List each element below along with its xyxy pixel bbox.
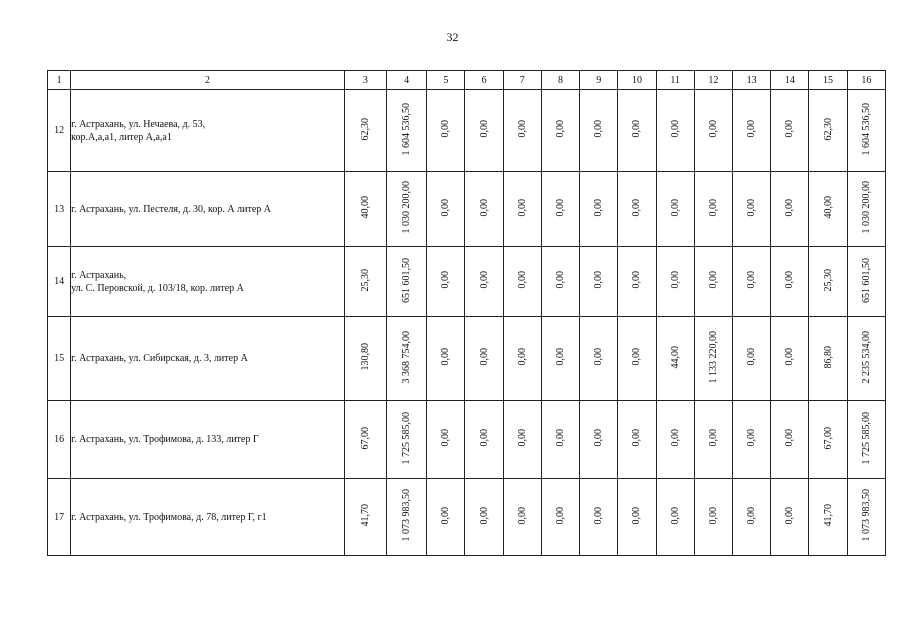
value-cell xyxy=(465,247,503,317)
cell-value: 25,30 xyxy=(822,268,834,292)
cell-value: 0,00 xyxy=(746,429,758,447)
value-cell xyxy=(732,401,770,479)
cell-value: 0,00 xyxy=(707,120,719,138)
value-cell xyxy=(694,479,732,556)
table-row xyxy=(48,401,886,479)
value-cell xyxy=(503,479,541,556)
value-cell xyxy=(503,401,541,479)
cell-value: 0,00 xyxy=(784,429,796,447)
row-number: 14 xyxy=(48,247,71,317)
cell-value: 0,00 xyxy=(440,198,452,217)
value-cell xyxy=(618,401,656,479)
value-cell xyxy=(771,90,809,172)
cell-value: 0,00 xyxy=(784,271,796,289)
value-cell xyxy=(344,90,386,172)
address-line: г. Астрахань, ул. Сибирская, д. 3, литер А xyxy=(71,353,248,364)
value-cell xyxy=(541,401,579,479)
column-header: 14 xyxy=(771,71,809,90)
address-line: г. Астрахань, xyxy=(71,269,127,281)
cell-value: 0,00 xyxy=(669,271,681,289)
value-cell xyxy=(732,90,770,172)
value-cell xyxy=(809,90,847,172)
value-cell xyxy=(503,247,541,317)
cell-value: 0,00 xyxy=(669,120,681,138)
cell-value: 67,00 xyxy=(359,426,371,450)
value-cell xyxy=(656,172,694,247)
column-header: 8 xyxy=(541,71,579,90)
value-cell xyxy=(465,401,503,479)
cell-value: 1 030 200,00 xyxy=(401,181,413,234)
cell-value: 0,00 xyxy=(516,506,528,525)
column-header: 1 xyxy=(48,71,71,90)
value-cell xyxy=(387,401,427,479)
address-line: г. Астрахань, ул. Трофимова, д. 78, литер Г, г1 xyxy=(71,511,267,523)
value-cell xyxy=(618,172,656,247)
cell-value: 0,00 xyxy=(669,429,681,447)
table-row xyxy=(48,90,886,172)
cell-value: 0,00 xyxy=(707,506,719,525)
cell-value: 0,00 xyxy=(593,348,605,366)
cell-value: 0,00 xyxy=(593,271,605,289)
page-number: 32 xyxy=(446,30,459,44)
value-cell xyxy=(387,317,427,401)
cell-value: 0,00 xyxy=(631,198,643,217)
cell-value: 1 725 585,00 xyxy=(401,411,413,465)
column-header: 16 xyxy=(847,71,885,90)
cell-value: 0,00 xyxy=(593,120,605,138)
cell-value: 0,00 xyxy=(593,506,605,525)
address-cell xyxy=(71,172,345,247)
value-cell xyxy=(344,172,386,247)
cell-value: 651 601,50 xyxy=(401,257,413,303)
cell-value: 0,00 xyxy=(593,198,605,217)
column-header: 5 xyxy=(427,71,465,90)
value-cell xyxy=(344,479,386,556)
cell-value: 41,70 xyxy=(822,504,834,527)
cell-value: 0,00 xyxy=(555,506,566,525)
cell-value: 0,00 xyxy=(478,198,490,217)
address-cell xyxy=(71,479,345,556)
value-cell xyxy=(847,317,885,401)
cell-value: 1 604 536,50 xyxy=(401,102,413,156)
cell-value: 0,00 xyxy=(746,348,758,366)
value-cell xyxy=(541,172,579,247)
address-line: г. Астрахань, ул. Нечаева, д. 53, xyxy=(71,118,206,130)
column-header: 13 xyxy=(732,71,770,90)
cell-value: 62,30 xyxy=(359,117,371,141)
cell-value: 651 601,50 xyxy=(860,257,872,303)
value-cell xyxy=(387,90,427,172)
cell-value: 0,00 xyxy=(746,271,758,289)
address-cell xyxy=(71,401,345,479)
column-header: 7 xyxy=(503,71,541,90)
table-row xyxy=(48,247,886,317)
value-cell xyxy=(580,172,618,247)
cell-value: 41,70 xyxy=(359,504,371,527)
column-header: 10 xyxy=(618,71,656,90)
value-cell xyxy=(465,479,503,556)
column-header: 3 xyxy=(344,71,386,90)
table-row xyxy=(48,479,886,556)
cell-value: 1 030 200,00 xyxy=(860,181,872,234)
value-cell xyxy=(847,247,885,317)
value-cell xyxy=(427,317,465,401)
value-cell xyxy=(580,90,618,172)
value-cell xyxy=(344,317,386,401)
value-cell xyxy=(694,90,732,172)
cell-value: 0,00 xyxy=(593,429,605,447)
value-cell xyxy=(465,90,503,172)
cell-value: 0,00 xyxy=(784,506,796,525)
cell-value: 67,00 xyxy=(822,426,834,450)
cell-value: 130,80 xyxy=(359,343,371,371)
value-cell xyxy=(465,317,503,401)
cell-value: 0,00 xyxy=(746,198,758,217)
value-cell xyxy=(580,401,618,479)
cell-value: 40,00 xyxy=(359,196,371,219)
cell-value: 0,00 xyxy=(707,429,719,447)
cell-value: 0,00 xyxy=(631,120,643,138)
address-line: кор.А,а,а1, литер А,а,а1 xyxy=(71,131,172,143)
value-cell xyxy=(694,247,732,317)
value-cell xyxy=(580,479,618,556)
cell-value: 44,00 xyxy=(669,345,681,369)
cell-value: 0,00 xyxy=(746,506,758,525)
value-cell xyxy=(656,90,694,172)
value-cell xyxy=(732,172,770,247)
row-number: 15 xyxy=(48,317,71,401)
cell-value: 3 368 754,00 xyxy=(401,330,413,384)
cell-value: 0,00 xyxy=(669,506,681,525)
value-cell xyxy=(656,479,694,556)
value-cell xyxy=(656,247,694,317)
value-cell xyxy=(732,247,770,317)
value-cell xyxy=(809,247,847,317)
cell-value: 0,00 xyxy=(440,348,452,366)
cell-value: 0,00 xyxy=(478,506,490,525)
value-cell xyxy=(618,247,656,317)
column-header: 11 xyxy=(656,71,694,90)
cell-value: 40,00 xyxy=(822,196,834,219)
cell-value: 0,00 xyxy=(440,429,452,447)
value-cell xyxy=(847,479,885,556)
row-number: 17 xyxy=(48,479,71,556)
value-cell xyxy=(503,90,541,172)
address-line: г. Астрахань, ул. Пестеля, д. 30, кор. А литер А xyxy=(71,203,271,215)
address-cell xyxy=(71,247,345,317)
header-row xyxy=(48,71,886,90)
cell-value: 0,00 xyxy=(631,348,643,366)
value-cell xyxy=(732,479,770,556)
value-cell xyxy=(618,479,656,556)
column-header: 6 xyxy=(465,71,503,90)
value-cell xyxy=(809,317,847,401)
value-cell xyxy=(809,401,847,479)
cell-value: 0,00 xyxy=(707,198,719,217)
value-cell xyxy=(656,317,694,401)
value-cell xyxy=(387,247,427,317)
value-cell xyxy=(387,479,427,556)
row-number: 16 xyxy=(48,401,71,479)
address-cell xyxy=(71,317,345,401)
value-cell xyxy=(387,172,427,247)
value-cell xyxy=(771,479,809,556)
cell-value: 0,00 xyxy=(516,120,528,138)
cell-value: 0,00 xyxy=(746,120,758,138)
cell-value: 0,00 xyxy=(669,198,681,217)
column-header: 9 xyxy=(580,71,618,90)
cell-value: 0,00 xyxy=(784,348,796,366)
address-cell xyxy=(71,90,345,172)
cell-value: 0,00 xyxy=(707,271,719,289)
cell-value: 0,00 xyxy=(516,348,528,366)
value-cell xyxy=(809,172,847,247)
cell-value: 0,00 xyxy=(440,271,452,289)
value-cell xyxy=(344,401,386,479)
row-number: 13 xyxy=(48,172,71,247)
cell-value: 0,00 xyxy=(478,120,490,138)
value-cell xyxy=(541,247,579,317)
address-line: г. Астрахань, ул. Трофимова, д. 133, литер Г xyxy=(71,434,259,445)
value-cell xyxy=(541,479,579,556)
value-cell xyxy=(427,401,465,479)
cell-value: 2 235 534,00 xyxy=(860,330,872,384)
cell-value: 62,30 xyxy=(822,117,834,141)
value-cell xyxy=(465,172,503,247)
cell-value: 0,00 xyxy=(516,198,528,217)
cell-value: 1 073 983,50 xyxy=(860,489,872,542)
value-cell xyxy=(618,90,656,172)
cell-value: 0,00 xyxy=(555,348,566,366)
value-cell xyxy=(541,90,579,172)
value-cell xyxy=(847,172,885,247)
value-cell xyxy=(427,172,465,247)
value-cell xyxy=(541,317,579,401)
cell-value: 1 725 585,00 xyxy=(860,411,872,465)
value-cell xyxy=(694,172,732,247)
value-cell xyxy=(771,247,809,317)
cell-value: 0,00 xyxy=(784,198,796,217)
cell-value: 0,00 xyxy=(555,429,566,447)
value-cell xyxy=(771,401,809,479)
value-cell xyxy=(427,90,465,172)
cell-value: 0,00 xyxy=(631,506,643,525)
cell-value: 0,00 xyxy=(478,271,490,289)
cell-value: 0,00 xyxy=(478,429,490,447)
table-row xyxy=(48,172,886,247)
value-cell xyxy=(656,401,694,479)
value-cell xyxy=(344,247,386,317)
address-line: ул. С. Перовской, д. 103/18, кор. литер А xyxy=(71,282,244,294)
property-table xyxy=(47,70,886,556)
cell-value: 0,00 xyxy=(516,429,528,447)
value-cell xyxy=(732,317,770,401)
value-cell xyxy=(847,401,885,479)
cell-value: 0,00 xyxy=(516,271,528,289)
value-cell xyxy=(427,247,465,317)
column-header: 4 xyxy=(387,71,427,90)
table-row xyxy=(48,317,886,401)
cell-value: 1 133 220,00 xyxy=(707,330,719,384)
value-cell xyxy=(809,479,847,556)
value-cell xyxy=(503,172,541,247)
value-cell xyxy=(771,172,809,247)
cell-value: 0,00 xyxy=(478,348,490,366)
cell-value: 0,00 xyxy=(631,429,643,447)
cell-value: 1 604 536,50 xyxy=(860,102,872,156)
value-cell xyxy=(771,317,809,401)
value-cell xyxy=(694,317,732,401)
value-cell xyxy=(618,317,656,401)
value-cell xyxy=(580,317,618,401)
value-cell xyxy=(427,479,465,556)
cell-value: 86,80 xyxy=(822,345,834,369)
column-header: 2 xyxy=(71,71,345,90)
column-header: 12 xyxy=(694,71,732,90)
cell-value: 25,30 xyxy=(359,268,371,292)
cell-value: 1 073 983,50 xyxy=(401,489,413,542)
column-header: 15 xyxy=(809,71,847,90)
cell-value: 0,00 xyxy=(440,506,452,525)
cell-value: 0,00 xyxy=(555,271,566,289)
value-cell xyxy=(580,247,618,317)
cell-value: 0,00 xyxy=(440,120,452,138)
value-cell xyxy=(503,317,541,401)
cell-value: 0,00 xyxy=(555,120,566,138)
value-cell xyxy=(847,90,885,172)
cell-value: 0,00 xyxy=(555,198,566,217)
cell-value: 0,00 xyxy=(784,120,796,138)
value-cell xyxy=(694,401,732,479)
row-number: 12 xyxy=(48,90,71,172)
cell-value: 0,00 xyxy=(631,271,643,289)
